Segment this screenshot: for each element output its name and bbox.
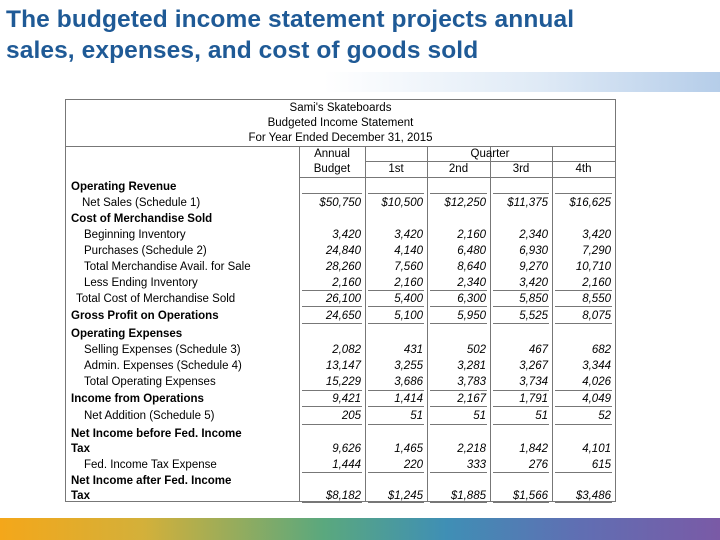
table-row — [66, 441, 615, 457]
quarter-4-value: 7,290 — [582, 245, 611, 257]
cell-underline — [493, 306, 549, 307]
annual-value: 24,650 — [325, 310, 361, 322]
annual-header-top: Annual — [314, 148, 350, 160]
annual-value: 205 — [341, 410, 361, 422]
row-label: Gross Profit on Operations — [71, 310, 219, 322]
annual-header-bottom: Budget — [313, 163, 351, 175]
table-row — [66, 473, 615, 489]
quarter-4-value: 3,420 — [582, 229, 611, 241]
row-label: Total Operating Expenses — [84, 376, 216, 388]
quarter-4-value: 615 — [591, 459, 611, 471]
quarter-3-value: 9,270 — [519, 261, 548, 273]
statement-header — [66, 100, 615, 147]
annual-value: 28,260 — [325, 261, 361, 273]
annual-value: 24,840 — [325, 245, 361, 257]
cell-underline — [368, 323, 424, 324]
quarter-4-value: 4,049 — [582, 393, 611, 405]
cell-underline — [493, 390, 549, 391]
row-label: Admin. Expenses (Schedule 4) — [84, 360, 242, 372]
cell-underline — [555, 193, 612, 194]
quarter-2-value: 333 — [466, 459, 486, 471]
quarter-1-value: 1,465 — [394, 443, 423, 455]
quarter-3-value: 3,734 — [519, 376, 548, 388]
quarter-2-value: 6,480 — [457, 245, 486, 257]
row-label: Net Income before Fed. Income — [71, 428, 242, 440]
table-row — [66, 358, 615, 374]
cell-underline — [430, 406, 487, 407]
cell-underline — [368, 502, 424, 503]
annual-value: 9,626 — [332, 443, 361, 455]
column-header-underline — [299, 177, 615, 178]
quarter-2-value: $12,250 — [444, 197, 486, 209]
quarter-1-value: 5,400 — [394, 293, 423, 305]
quarter-3-value: 51 — [535, 410, 548, 422]
table-row — [66, 243, 615, 259]
slide-title-line-2: sales, expenses, and cost of goods sold — [6, 37, 479, 64]
table-row — [66, 195, 615, 211]
cell-underline — [302, 390, 362, 391]
cell-underline — [493, 290, 549, 291]
quarter-1-value: $1,245 — [387, 490, 423, 502]
row-label: Net Addition (Schedule 5) — [84, 410, 215, 422]
table-row — [66, 211, 615, 227]
annual-value: $8,182 — [325, 490, 361, 502]
quarter-4-header: 4th — [575, 163, 592, 175]
cell-underline — [368, 424, 424, 425]
quarter-3-value: 467 — [528, 344, 548, 356]
quarter-1-value: 3,686 — [394, 376, 423, 388]
quarter-2-value: $1,885 — [450, 490, 486, 502]
table-row — [66, 227, 615, 243]
quarter-3-value: 276 — [528, 459, 548, 471]
row-label: Net Sales (Schedule 1) — [82, 197, 201, 209]
cell-underline — [368, 472, 424, 473]
quarter-4-value: 10,710 — [575, 261, 611, 273]
table-row — [66, 291, 615, 307]
quarter-3-value: $1,566 — [512, 490, 548, 502]
row-label: Operating Expenses — [71, 328, 183, 340]
quarter-4-value: 682 — [591, 344, 611, 356]
cell-underline — [493, 424, 549, 425]
slide-title — [6, 4, 706, 66]
cell-underline — [368, 193, 424, 194]
quarter-3-value: 5,525 — [519, 310, 548, 322]
cell-underline — [430, 502, 487, 503]
row-label: Less Ending Inventory — [84, 277, 198, 289]
slide-title-line-1: The budgeted income statement projects annual — [6, 6, 575, 33]
cell-underline — [555, 406, 612, 407]
table-row — [66, 275, 615, 291]
row-label: Selling Expenses (Schedule 3) — [84, 344, 241, 356]
cell-underline — [555, 290, 612, 291]
quarter-2-value: 3,783 — [457, 376, 486, 388]
annual-value: 15,229 — [325, 376, 361, 388]
cell-underline — [368, 390, 424, 391]
quarter-2-value: 5,950 — [457, 310, 486, 322]
cell-underline — [555, 424, 612, 425]
annual-value: 13,147 — [325, 360, 361, 372]
cell-underline — [302, 406, 362, 407]
quarter-3-header: 3rd — [512, 163, 530, 175]
annual-value: 26,100 — [325, 293, 361, 305]
cell-underline — [493, 502, 549, 503]
row-label: Operating Revenue — [71, 181, 177, 193]
quarter-2-header: 2nd — [448, 163, 469, 175]
quarter-4-value: 4,026 — [582, 376, 611, 388]
row-label: Tax — [71, 490, 90, 502]
quarter-3-value: $11,375 — [507, 197, 548, 209]
quarter-3-value: 1,842 — [519, 443, 548, 455]
quarter-2-value: 2,167 — [457, 393, 486, 405]
quarter-1-value: 4,140 — [394, 245, 423, 257]
row-label: Purchases (Schedule 2) — [84, 245, 207, 257]
cell-underline — [302, 306, 362, 307]
quarter-1-value: 220 — [403, 459, 423, 471]
quarter-2-value: 8,640 — [457, 261, 486, 273]
quarter-4-value: 4,101 — [582, 443, 611, 455]
table-row — [66, 374, 615, 390]
table-row — [66, 391, 615, 407]
quarter-1-value: 3,420 — [394, 229, 423, 241]
cell-underline — [302, 290, 362, 291]
quarter-2-value: 3,281 — [457, 360, 486, 372]
cell-underline — [430, 193, 487, 194]
cell-underline — [302, 424, 362, 425]
row-label: Tax — [71, 443, 90, 455]
cell-underline — [555, 306, 612, 307]
table-row — [66, 259, 615, 275]
quarter-1-value: 1,414 — [394, 393, 423, 405]
row-label: Fed. Income Tax Expense — [84, 459, 217, 471]
row-label: Cost of Merchandise Sold — [71, 213, 213, 225]
annual-value: $50,750 — [319, 197, 361, 209]
quarter-2-value: 2,218 — [457, 443, 486, 455]
annual-value: 2,160 — [332, 277, 361, 289]
quarter-3-value: 6,930 — [519, 245, 548, 257]
cell-underline — [302, 323, 362, 324]
quarter-3-value: 3,420 — [519, 277, 548, 289]
cell-underline — [555, 390, 612, 391]
quarter-4-value: 8,075 — [582, 310, 611, 322]
statement-name: Budgeted Income Statement — [267, 117, 414, 129]
row-label: Income from Operations — [71, 393, 204, 405]
statement-period: For Year Ended December 31, 2015 — [248, 132, 433, 144]
footer-color-bar — [0, 518, 720, 540]
quarter-2-value: 2,340 — [457, 277, 486, 289]
cell-underline — [555, 323, 612, 324]
quarter-2-value: 6,300 — [457, 293, 486, 305]
row-label: Beginning Inventory — [84, 229, 186, 241]
income-statement-table — [65, 99, 616, 502]
row-label: Total Cost of Merchandise Sold — [76, 293, 236, 305]
cell-underline — [302, 472, 362, 473]
annual-value: 1,444 — [332, 459, 361, 471]
quarter-1-value: 2,160 — [394, 277, 423, 289]
company-name: Sami's Skateboards — [289, 102, 392, 114]
annual-value: 3,420 — [332, 229, 361, 241]
cell-underline — [555, 472, 612, 473]
quarter-4-value: 2,160 — [582, 277, 611, 289]
cell-underline — [430, 424, 487, 425]
quarter-4-value: $16,625 — [569, 197, 611, 209]
quarter-4-value: $3,486 — [575, 490, 611, 502]
table-row — [66, 408, 615, 424]
cell-underline — [430, 390, 487, 391]
cell-underline — [430, 290, 487, 291]
annual-value: 9,421 — [332, 393, 361, 405]
cell-underline — [302, 502, 362, 503]
quarter-4-value: 52 — [598, 410, 611, 422]
cell-underline — [368, 406, 424, 407]
quarter-1-value: 51 — [410, 410, 423, 422]
quarter-4-value: 3,344 — [582, 360, 611, 372]
quarter-3-value: 5,850 — [519, 293, 548, 305]
cell-underline — [493, 193, 549, 194]
cell-underline — [368, 290, 424, 291]
quarter-1-value: 431 — [403, 344, 423, 356]
cell-underline — [493, 323, 549, 324]
table-row — [66, 457, 615, 473]
cell-underline — [368, 306, 424, 307]
quarter-2-value: 2,160 — [457, 229, 486, 241]
row-label: Net Income after Fed. Income — [71, 475, 232, 487]
quarter-4-value: 8,550 — [582, 293, 611, 305]
quarter-header: Quarter — [470, 148, 510, 160]
cell-underline — [430, 472, 487, 473]
title-divider — [0, 72, 720, 92]
cell-underline — [430, 306, 487, 307]
quarter-1-value: $10,500 — [381, 197, 423, 209]
quarter-1-value: 7,560 — [394, 261, 423, 273]
quarter-2-value: 51 — [473, 410, 486, 422]
cell-underline — [302, 193, 362, 194]
table-row — [66, 342, 615, 358]
cell-underline — [493, 406, 549, 407]
table-row — [66, 326, 615, 342]
annual-value: 2,082 — [332, 344, 361, 356]
cell-underline — [430, 323, 487, 324]
cell-underline — [555, 502, 612, 503]
quarter-3-value: 3,267 — [519, 360, 548, 372]
cell-underline — [493, 472, 549, 473]
table-row — [66, 308, 615, 324]
quarter-1-value: 3,255 — [394, 360, 423, 372]
quarter-2-value: 502 — [466, 344, 486, 356]
quarter-1-header: 1st — [388, 163, 404, 175]
row-label: Total Merchandise Avail. for Sale — [84, 261, 251, 273]
table-row — [66, 426, 615, 442]
quarter-1-value: 5,100 — [394, 310, 423, 322]
quarter-3-value: 1,791 — [519, 393, 548, 405]
quarter-3-value: 2,340 — [519, 229, 548, 241]
